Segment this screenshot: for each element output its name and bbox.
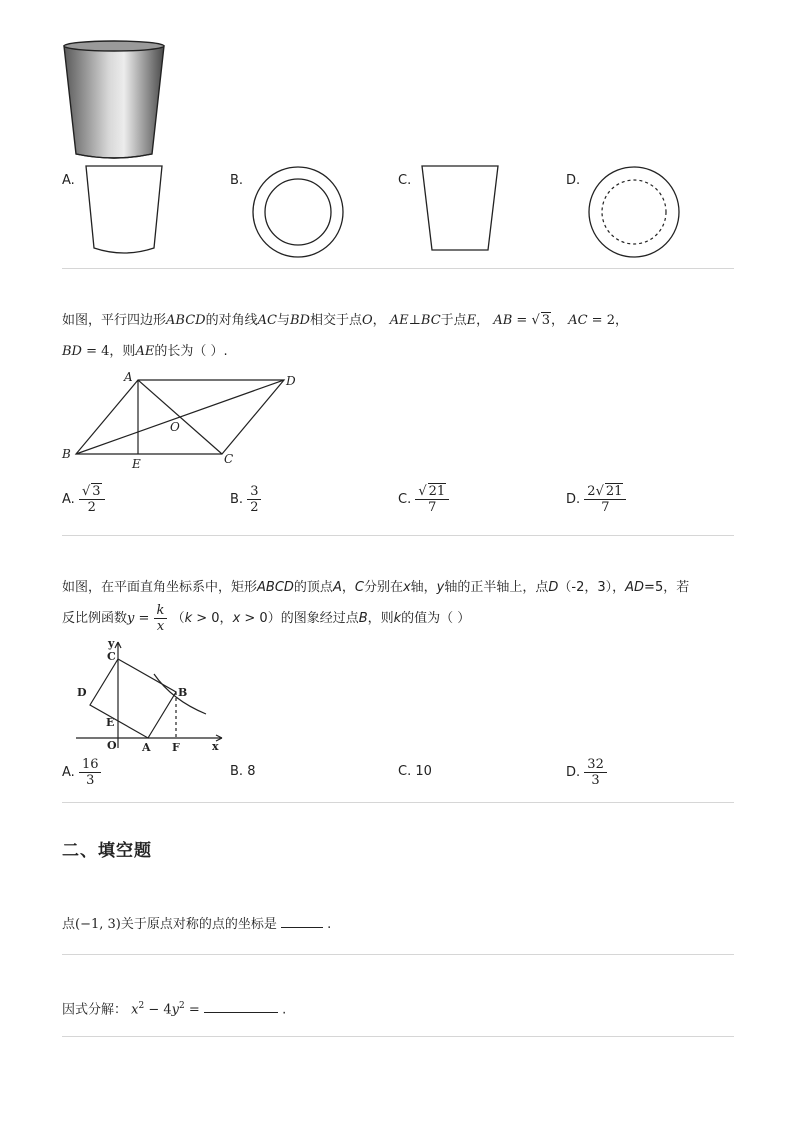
label-a: A: [124, 370, 133, 384]
q2-stem: 如图，平行四边形ABCD的对角线AC与BD相交于点O， AE⊥BC于点E， AB = √ 3， AC = 2， BD = 4，则AE的长为（ ）.: [62, 313, 628, 359]
divider: [62, 802, 734, 803]
q3-stem: 如图，在平面直角坐标系中，矩形ABCD的顶点A，C分别在x轴，y轴的正半轴上，点D（-2，3），AD=5，若 反比例函数y = $\frac{k}{x}$ （k > 0，x > 0）的图象经过点B，则k的值为（ ）: [62, 580, 690, 634]
divider: [62, 268, 734, 269]
axis-label-y: y: [108, 638, 115, 650]
q1-option-d-figure: [586, 164, 682, 260]
label-c: C: [224, 452, 234, 466]
coordinate-figure: [72, 638, 232, 756]
q2-option-d[interactable]: D. $\frac{2√ 21}{7}$: [566, 484, 626, 515]
q1-option-a-label[interactable]: A.: [62, 173, 75, 188]
point-f: F: [172, 741, 180, 754]
q1-option-c-label[interactable]: C.: [398, 173, 412, 188]
q1-option-b-figure: [250, 164, 346, 260]
label-o: O: [170, 420, 180, 434]
q1-option-a-figure: [82, 162, 166, 258]
point-e: E: [106, 716, 115, 729]
q4-stem: 点(−1, 3)关于原点对称的点的坐标是 .: [62, 917, 332, 932]
parallelogram-figure: [58, 366, 308, 472]
q1-option-c-figure: [418, 162, 502, 258]
divider: [62, 1036, 734, 1037]
q2-option-a[interactable]: A. $\frac{√ 3}{2}$: [62, 484, 105, 515]
q3-option-d[interactable]: D. $\frac{32}{3}$: [566, 757, 607, 788]
point-c: C: [107, 650, 116, 663]
q2-option-b[interactable]: B. $\frac{3}{2}$: [230, 484, 261, 515]
cup-3d-figure: [60, 38, 168, 164]
q3-option-a[interactable]: A. $\frac{16}{3}$: [62, 757, 101, 788]
point-b: B: [178, 686, 188, 699]
axis-label-x: x: [212, 740, 219, 753]
q5-answer-blank[interactable]: [204, 1000, 278, 1013]
point-d: D: [77, 686, 87, 699]
q1-option-d-label[interactable]: D.: [566, 173, 581, 188]
point-o: O: [107, 739, 117, 752]
q2-option-c[interactable]: C. $\frac{√ 21}{7}$: [398, 484, 449, 515]
divider: [62, 954, 734, 955]
label-e: E: [132, 457, 141, 471]
q3-option-b[interactable]: B. 8: [230, 764, 256, 779]
section-title: 二、填空题: [62, 841, 152, 861]
label-b: B: [62, 447, 71, 461]
q3-option-c[interactable]: C. 10: [398, 764, 432, 779]
q5-stem: 因式分解： $x^2 - 4y^2$ = .: [62, 1001, 287, 1018]
q1-option-b-label[interactable]: B.: [230, 173, 244, 188]
point-a: A: [142, 741, 151, 754]
divider: [62, 535, 734, 536]
label-d: D: [286, 374, 296, 388]
q4-answer-blank[interactable]: [281, 915, 323, 928]
